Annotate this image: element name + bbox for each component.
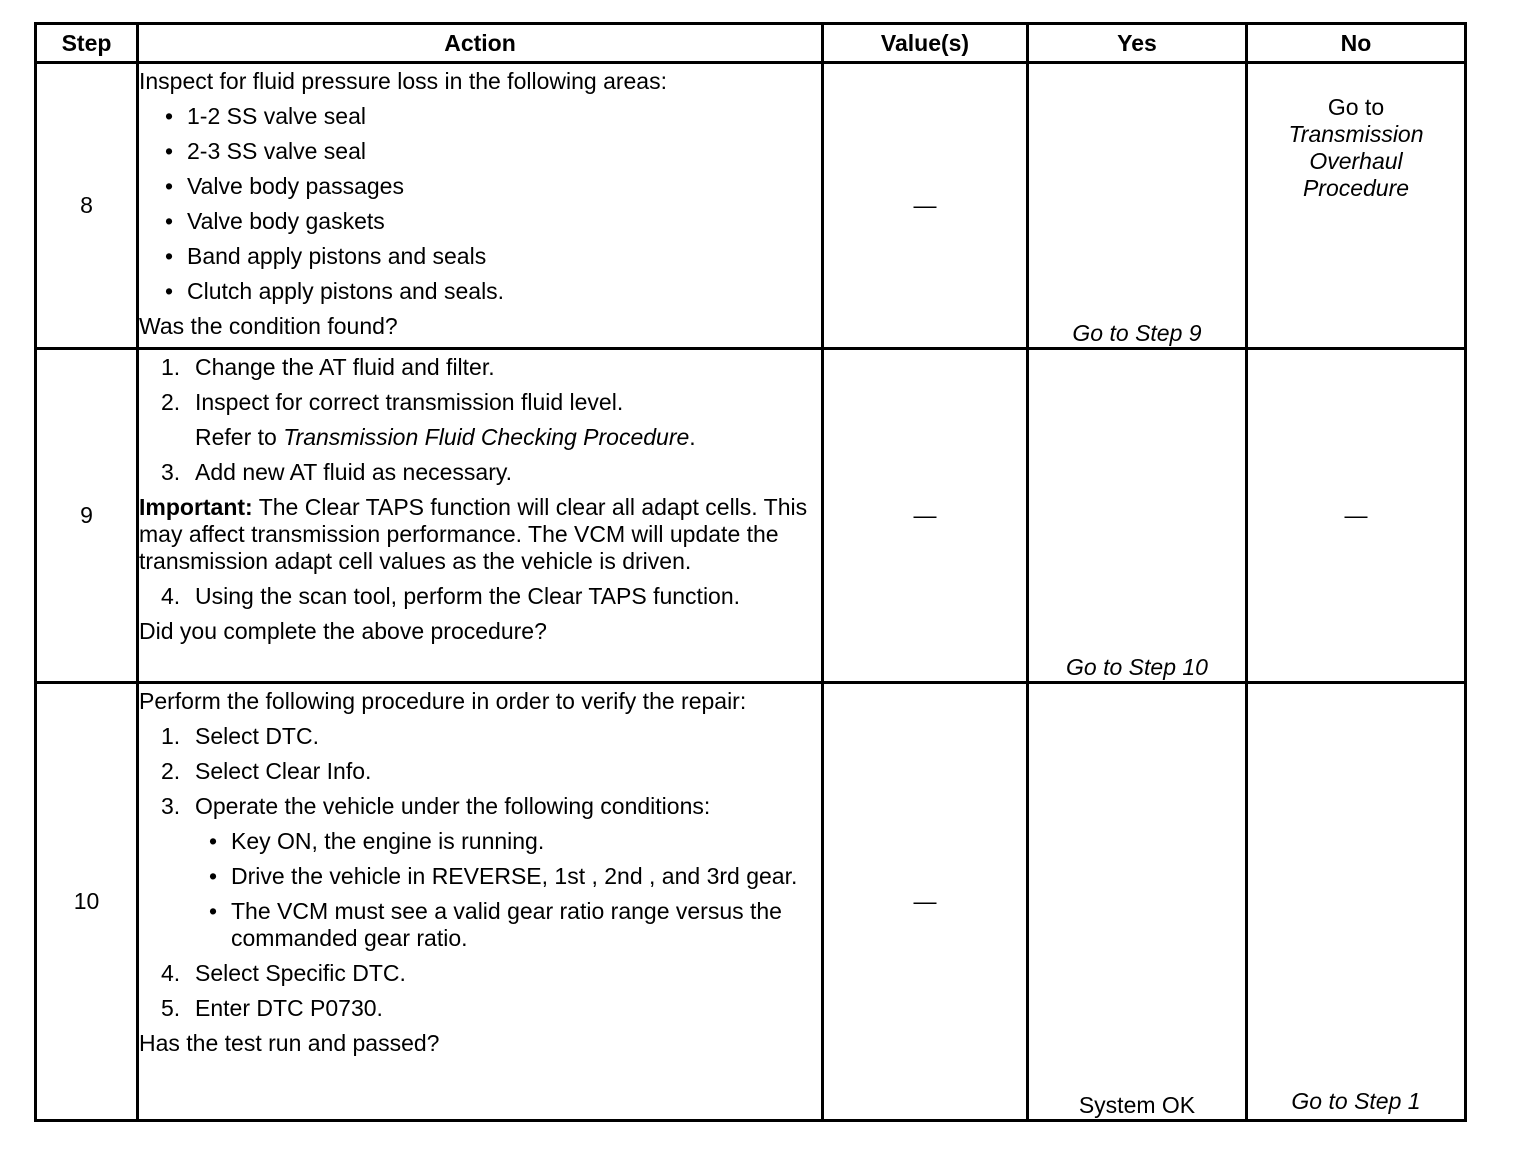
table-row-step-9 (36, 349, 1466, 683)
action-question: Was the condition found? (139, 313, 398, 339)
condition-item: • Key ON, the engine is running. (139, 828, 821, 855)
header-no: No (1247, 24, 1466, 63)
value-cell: — (823, 683, 1028, 1121)
action-question: Has the test run and passed? (139, 1030, 440, 1056)
value-cell: — (823, 349, 1028, 683)
important-label: Important: (139, 494, 253, 520)
bullet-item: • Clutch apply pistons and seals. (139, 278, 821, 305)
action-cell (138, 683, 823, 1121)
important-text: The Clear TAPS function will clear all adapt cells. This may affect transmission performance. The VCM will update the transmission adapt cell values as the vehicle is driven. (139, 494, 808, 574)
action-intro: Perform the following procedure in order to verify the repair: (139, 688, 747, 714)
action-cell (138, 349, 823, 683)
no-result (1247, 63, 1466, 349)
no-prefix: Go to (1327, 94, 1385, 120)
bullet-item: • Valve body passages (139, 173, 821, 200)
numbered-step: 4. Select Specific DTC. (161, 960, 406, 986)
step-number: 9 (36, 349, 138, 683)
bullet-item: • 2-3 SS valve seal (139, 138, 821, 165)
yes-result: System OK (1028, 683, 1247, 1121)
condition-item: • Drive the vehicle in REVERSE, 1st , 2nd , and 3rd gear. (139, 863, 821, 890)
table-row-step-10 (36, 683, 1466, 1121)
numbered-step: 1. Change the AT fluid and filter. (161, 354, 495, 380)
numbered-step: 3. Operate the vehicle under the following conditions: (161, 793, 711, 819)
bullet-item: • Band apply pistons and seals (139, 243, 821, 270)
table-row-step-8 (36, 63, 1466, 349)
numbered-step: 3. Add new AT fluid as necessary. (161, 459, 513, 485)
header-values: Value(s) (823, 24, 1028, 63)
step-number: 8 (36, 63, 138, 349)
refer-line: Refer to Transmission Fluid Checking Procedure. (195, 424, 696, 450)
yes-result: Go to Step 9 (1028, 63, 1247, 349)
header-step: Step (36, 24, 138, 63)
numbered-step: 5. Enter DTC P0730. (161, 995, 383, 1021)
numbered-step: 2. Inspect for correct transmission fluid level. (161, 389, 624, 415)
no-result: Go to Step 1 (1247, 683, 1466, 1121)
diagnostic-table (34, 22, 1467, 1122)
header-row (36, 24, 1466, 63)
yes-result: Go to Step 10 (1028, 349, 1247, 683)
numbered-step: 1. Select DTC. (161, 723, 319, 749)
numbered-step: 2. Select Clear Info. (161, 758, 372, 784)
no-procedure-link: Transmission Overhaul Procedure (1288, 121, 1424, 201)
numbered-step: 4. Using the scan tool, perform the Clear TAPS function. (161, 583, 741, 609)
bullet-item: • Valve body gaskets (139, 208, 821, 235)
action-cell (138, 63, 823, 349)
action-question: Did you complete the above procedure? (139, 618, 547, 644)
bullet-item: • 1-2 SS valve seal (139, 103, 821, 130)
header-action: Action (138, 24, 823, 63)
action-intro: Inspect for fluid pressure loss in the following areas: (139, 68, 667, 94)
refer-procedure-link: Transmission Fluid Checking Procedure (283, 424, 690, 450)
important-note (139, 494, 821, 575)
condition-item: • The VCM must see a valid gear ratio range versus the commanded gear ratio. (139, 898, 821, 952)
header-yes: Yes (1028, 24, 1247, 63)
value-cell: — (823, 63, 1028, 349)
step-number: 10 (36, 683, 138, 1121)
no-result: — (1247, 349, 1466, 683)
